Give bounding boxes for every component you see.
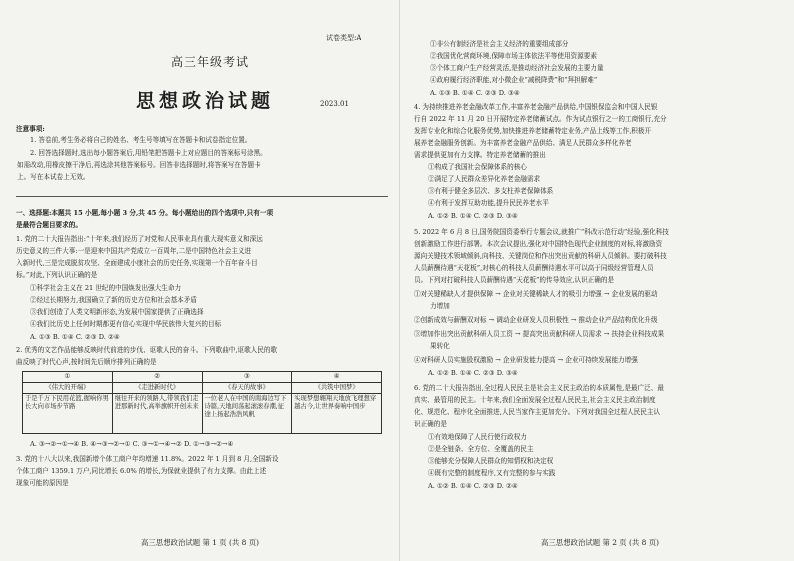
statement: ①非公有制经济是社会主义经济的重要组成部分 [430,40,569,48]
statement: ③我们创造了人类文明新形态,为发展中国家提供了正确选择 [30,308,204,316]
statement: ①有效地保障了人民行使行政权力 [428,433,527,441]
table-num: ④ [292,372,382,383]
question-stem: 1. 党的二十大报告指出:“十年来,我们经历了对党和人民事业具有重大现实意义和深远 [16,235,263,243]
question-stem: 现象可能的原因是 [16,479,69,487]
question-stem: 5. 2022 年 6 月 8 日,国务院国资委举行专题会议,就推广“科改示范行动”经验,强化科技 [414,228,669,236]
statement: ④对科研人员实施股权激励 → 企业研发能力提高 → 企业可持续发展能力增强 [414,356,638,364]
song-lyrics: 继往开来的领路人,带领我们走进那新时代,高举旗帜开创未来 [112,394,202,434]
question-stem: 历史意义的三件大事:一是迎来中国共产党成立一百周年,二是中国特色社会主义进 [16,247,252,255]
note-line: 上。写在本试卷上无效。 [17,173,90,181]
question-stem: 6. 党的二十大报告指出,全过程人民民主是社会主义民主政治的本质属性,是最广泛、最 [414,384,664,392]
question-stem: 展养老金融服务创新。为丰富养老金融产品供给、满足人民群众多样化养老 [414,139,632,147]
answer-options: A. ③→②→①→④ B. ④→③→②→① C. ③→①→④→② D. ①→③→②→④ [30,440,234,448]
question-stem: 真实、最管用的民主。十年来,我们全面发展全过程人民民主,社会主义民主政治制度 [414,396,656,404]
statement: ①对关键稀缺人才提供保障 → 企业对关键稀缺人才的吸引力增强 → 企业发展的驱动 [414,290,658,298]
divider [16,196,388,197]
answer-options: A. ①② B. ①④ C. ②③ D. ③④ [428,212,518,220]
table-num: ① [23,372,113,383]
statement: ④我们比历史上任何时期都更有信心实现中华民族伟大复兴的目标 [30,320,222,328]
song-table [22,371,382,434]
question-stem: 创新激励工作进行部署。本次会议提出,强化对中国特色现代企业制度的对标,将激励资 [414,240,663,248]
question-stem: 4. 为持续推进养老金融改革工作,丰富养老金融产品供给,中国银保监会和中国人民银 [414,103,658,111]
statement: ②满足了人民群众差异化养老金融需求 [428,175,541,183]
notes-title: 注意事项: [16,125,45,133]
question-stem: 2. 优秀的文艺作品能够反映时代前进的步伐、讴歌人民的奋斗。下列歌曲中,讴歌人民的歌 [16,346,278,354]
song-lyrics: 实现梦想翱翔天地放飞理想穿越古今,让世界奏响中国步 [292,394,382,434]
statement: ③能够充分保障人民群众的知情权和决定权 [428,457,554,465]
question-stem: 曲反映了时代心声,按时间先后顺序排列正确的是 [16,358,157,366]
exam-type: 试卷类型:A [326,34,362,42]
statement: ③有利于健全多层次、多支柱养老保障体系 [428,187,554,195]
page-footer: 高三思想政治试题 第 2 页 (共 8 页) [541,538,659,547]
question-stem: 化、规范化、程序化全面推进,人民当家作主更加充分。下列对我国全过程人民民主认 [414,408,661,416]
section-heading: 一、选择题:本题共 15 小题,每小题 3 分,共 45 分。每小题给出的四个选项中,只有一项 [16,209,274,217]
question-stem: 需求提供更加有力支撑。特定养老储蓄的推出 [414,151,546,159]
question-stem: 行自 2022 年 11 月 20 日开展特定养老储蓄试点。作为试点银行之一的工商银行,充分 [414,115,667,123]
question-stem: 发挥专业化和综合化服务优势,加快推进养老储蓄特定业务,产品上线等工作,积极开 [414,127,652,135]
page-2 [400,0,794,561]
answer-options: A. ①③ B. ①④ C. ②③ D. ③④ [430,89,520,97]
statement: ④有利于发挥互助功能,提升民民养老水平 [428,199,549,207]
statement: ②经过长期努力,我国确立了新的历史方位和社会基本矛盾 [30,296,197,304]
question-stem: 个体工商户 1359.1 万户,同比增长 6.0% 的增长,为保就业提供了有力支撑。由此上述 [16,467,267,475]
statement-cont: 果转化 [430,342,450,350]
statement: ②是全链条、全方位、全覆盖的民主 [428,445,534,453]
answer-options: A. ①③ B. ①④ C. ②③ D. ②④ [30,333,120,341]
song-name: 《共筑中国梦》 [292,383,382,394]
note-line: 如需改动,用橡皮擦干净后,再选涂其他答案标号。回答非选择题时,将答案写在答题卡 [17,161,261,169]
statement: ③增加作出突出贡献科研人员工资 → 提高突出贡献科研人员需求 → 扶持企业科技成果 [414,330,665,338]
statement: ②我国优化营商环境,保障市场主体依法平等使用资源要素 [430,52,597,60]
section-heading-cont: 是最符合题目要求的。 [16,221,82,229]
answer-options: A. ①② B. ①④ C. ②③ D. ②④ [428,482,518,490]
song-name: 《伟大的开端》 [23,383,113,394]
statement: ③个体工商户生产经营灵活,是推动经济社会发展的主要力量 [430,64,604,72]
song-name: 《走进新时代》 [112,383,202,394]
question-stem: 员。下列对打破科技人员薪酬待遇“天花板”的传导效应,认识正确的是 [414,276,615,284]
song-lyrics: 一位老人在中国的南海边写下诗篇,天地间荡起滚滚春潮,征途上扬起浩浩风帆 [202,394,292,434]
question-stem: 源向关键技术领域倾斜,向科技、关键岗位和作出突出贡献的科研人员倾斜。要打破科技 [414,252,667,260]
table-num: ② [112,372,202,383]
question-stem: 人员薪酬待遇“天花板”,对核心的科技人员薪酬待遇水平可以高于同级经营管理人员 [414,264,654,272]
statement: ①构成了我国社会保障体系的核心 [428,163,527,171]
subject-title: 思想政治试题 [135,90,274,112]
statement: ①科学社会主义在 21 世纪的中国焕发出强大生命力 [30,284,182,292]
page-footer: 高三思想政治试题 第 1 页 (共 8 页) [141,538,259,547]
question-stem: 3. 党的十八大以来,我国新增个体工商户年均增速 11.8%。2022 年 1 月到 8 月,全国新设 [16,455,279,463]
statement-cont: 力增加 [430,302,450,310]
question-stem: 识正确的是 [414,420,447,428]
song-name: 《春天的故事》 [202,383,292,394]
statement: ②创新成效与薪酬双对标 → 调动企业研发人员积极性 → 推动企业产品结构优化升级 [414,316,658,324]
question-stem: 标。”对此,下列认识正确的是 [16,271,98,279]
note-line: 2. 回答选择题时,选出每小题答案后,用铅笔把答题卡上对应题目的答案标号涂黑。 [30,149,267,157]
table-num: ③ [202,372,292,383]
question-stem: 入新时代,三是完成脱贫攻坚、全面建成小康社会的历史任务,实现第一个百年奋斗目 [16,259,258,267]
exam-date: 2023.01 [320,100,349,108]
song-lyrics: 于是千万下民用花篮,握响你男长大向市场步节路 [23,394,113,434]
note-line: 1. 答卷前,考生务必将自己的姓名、考生号等填写在答题卡和试卷指定位置。 [30,136,252,144]
statement: ④政府履行经济职能,对小微企业“减税降费”和“拜担解难” [430,76,598,84]
exam-title: 高三年级考试 [170,55,249,69]
answer-options: A. ①② B. ①④ C. ②③ D. ③④ [428,369,518,377]
statement: ④既有完整的制度程序,又有完整的参与实践 [428,469,556,477]
